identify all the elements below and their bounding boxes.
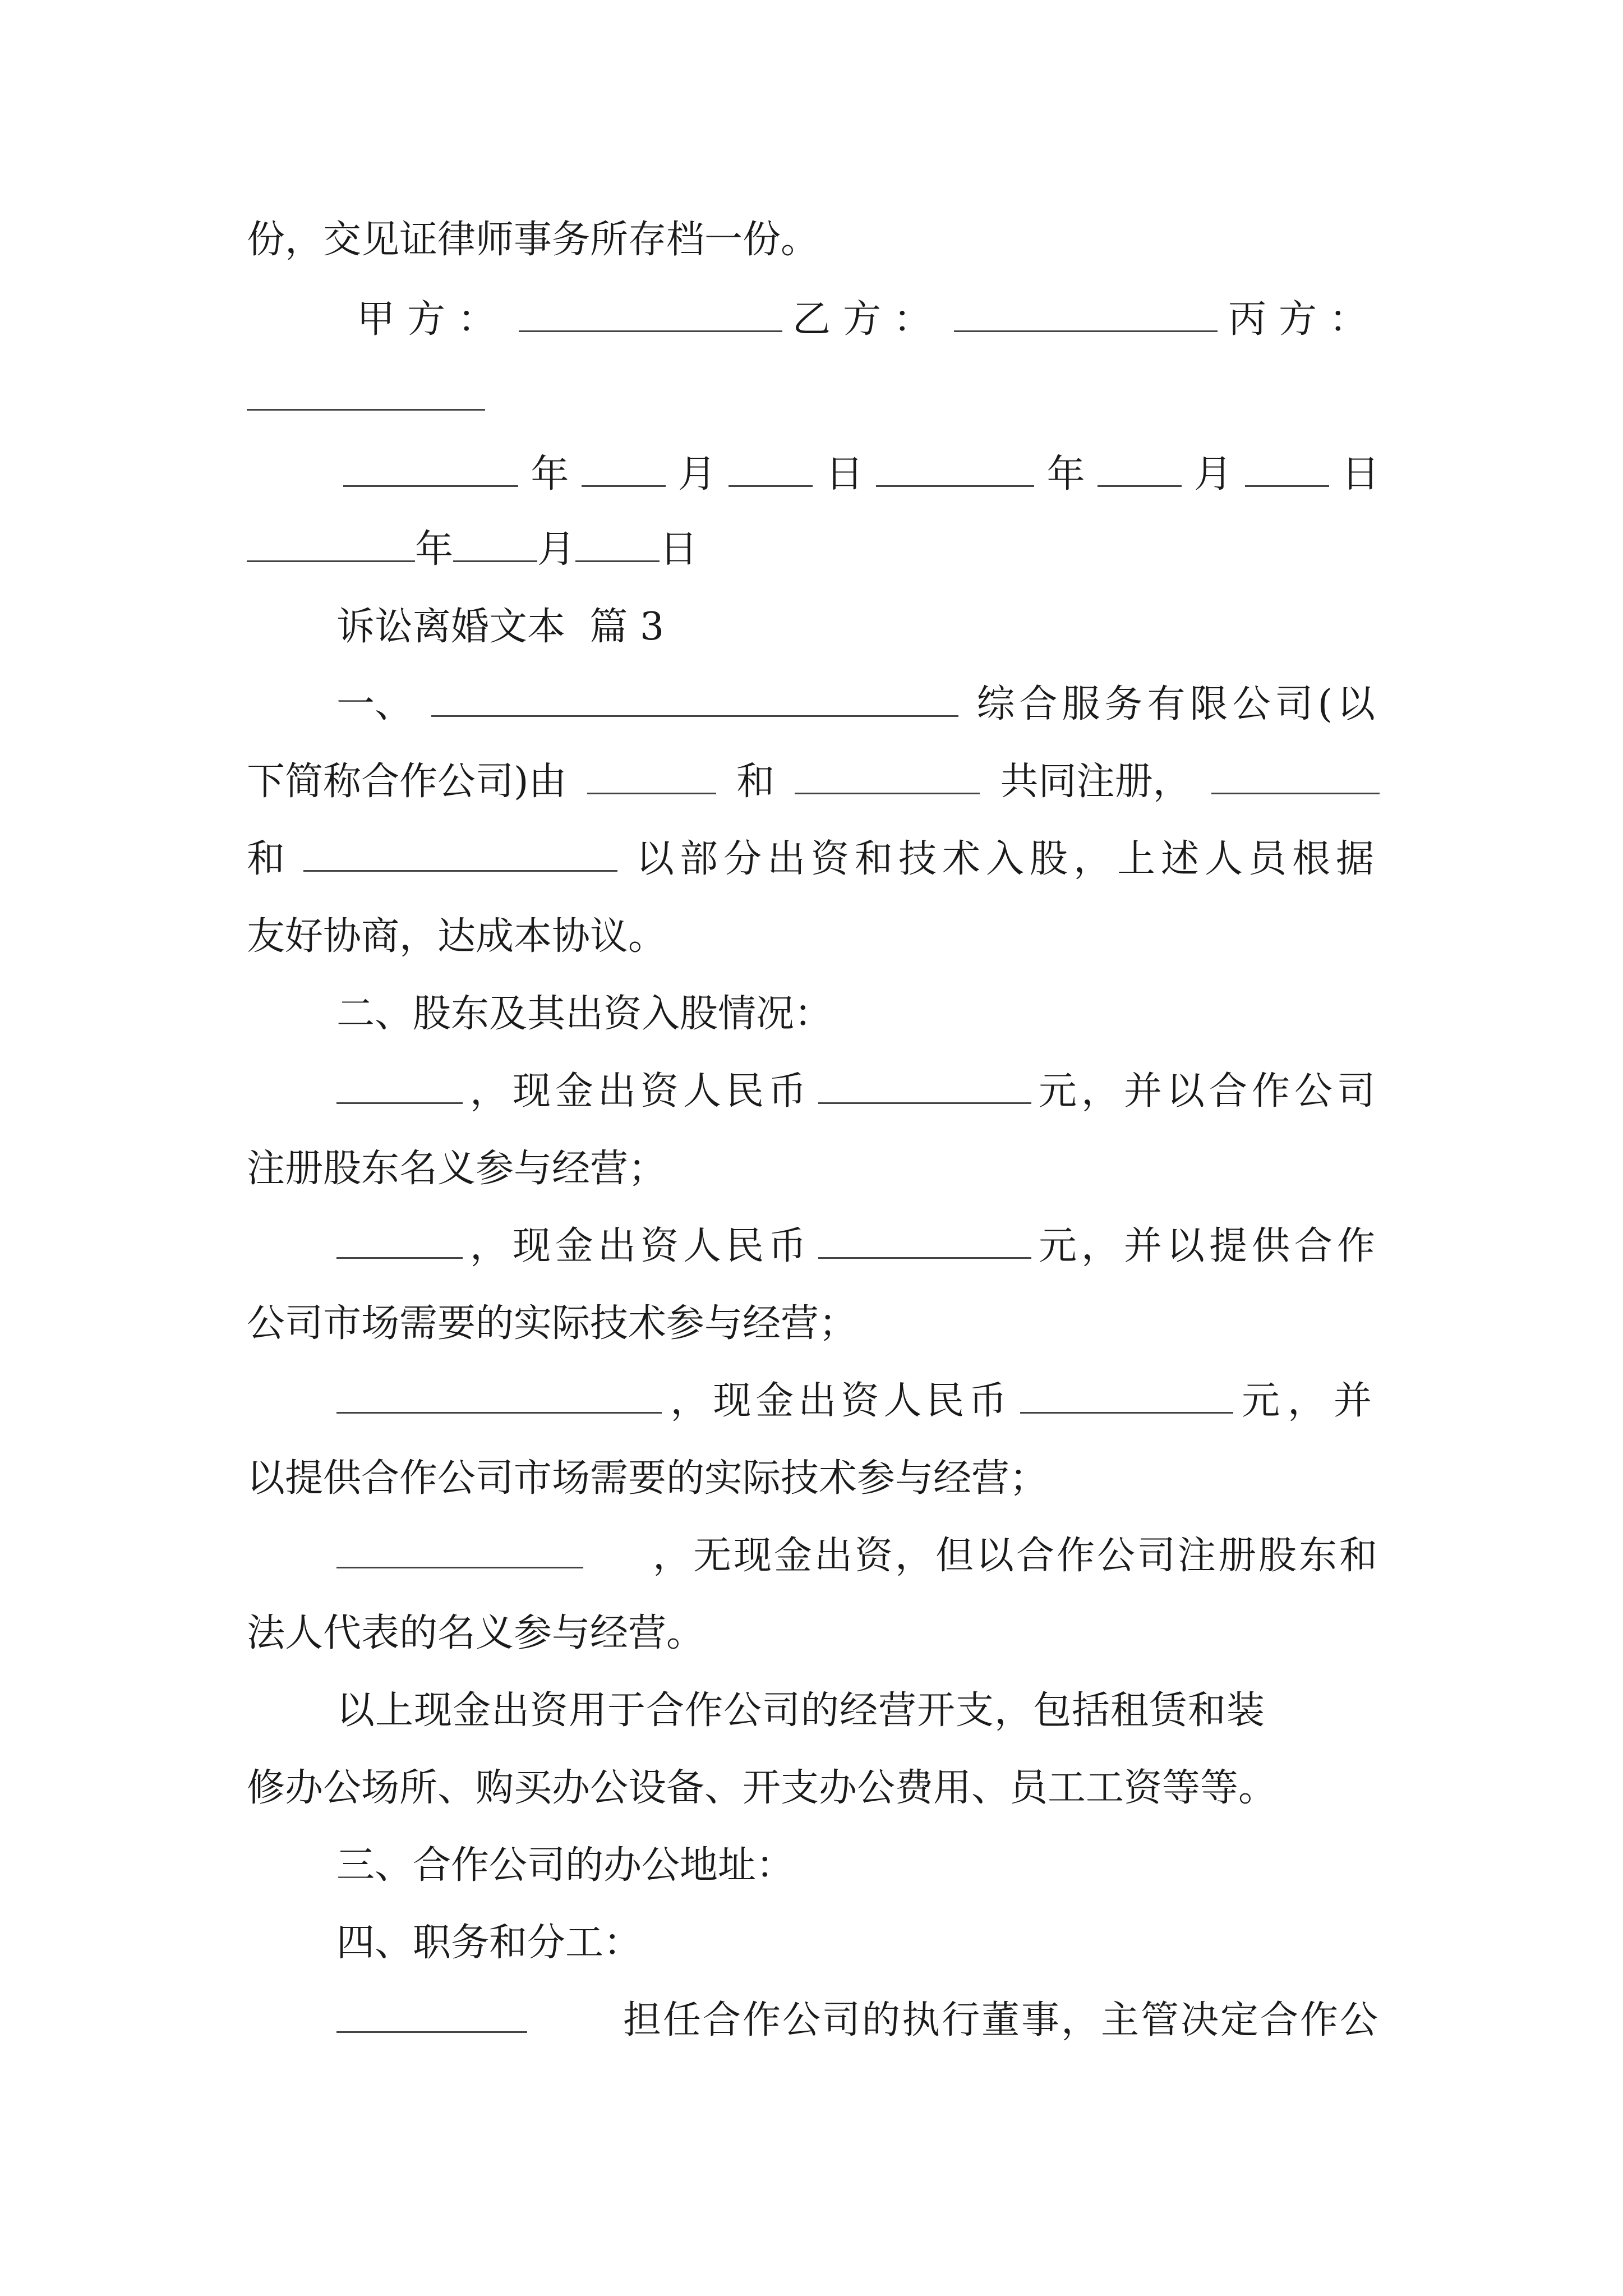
date-line-continued xyxy=(247,516,1380,583)
item-1-line2-a: 下简称合作公司)由 xyxy=(247,760,567,804)
party-b-label: 乙方： xyxy=(792,297,944,342)
date-b-year: 年 xyxy=(1046,452,1085,496)
section-title xyxy=(336,593,1380,661)
shareholder-2-blank xyxy=(336,1220,463,1259)
date-b-month-blank xyxy=(1098,448,1182,487)
party-a-blank xyxy=(519,293,782,332)
date-a-day-blank xyxy=(728,448,813,487)
item-1-line-3 xyxy=(247,826,1380,893)
shareholder-4-line-1 xyxy=(336,1522,1380,1590)
item-3 xyxy=(336,1832,1380,1899)
date-a-month: 月 xyxy=(678,452,717,496)
item-1-line2-c: 共同注册， xyxy=(1000,760,1191,804)
item-2-title-text: 二、股东及其出资入股情况： xyxy=(336,992,833,1036)
item-1-line-1 xyxy=(336,671,1380,738)
item-3-text: 三、合作公司的办公地址： xyxy=(336,1843,795,1888)
date-a-day: 日 xyxy=(825,452,864,496)
shareholder-4-b: 法人代表的名义参与经营。 xyxy=(247,1611,705,1655)
shareholder-1-b: 元，并以合作公司 xyxy=(1038,1069,1380,1114)
shareholder-4-line-2 xyxy=(247,1600,1380,1667)
date-b-day: 日 xyxy=(1341,452,1380,496)
shareholder-2-line-1 xyxy=(336,1213,1380,1280)
item-4-text: 担任合作公司的执行董事，主管决定合作公 xyxy=(623,1998,1380,2042)
shareholder-3-line-1 xyxy=(336,1368,1380,1435)
partner-b-blank xyxy=(303,833,617,872)
party-a-label: 甲方： xyxy=(357,297,509,342)
shareholder-1-c: 注册股东名义参与经营； xyxy=(247,1147,667,1191)
expense-text-1: 以上现金出资用于合作公司的经营开支，包括租赁和装 xyxy=(336,1688,1266,1733)
shareholder-3-b: 元，并 xyxy=(1241,1379,1380,1423)
item-1-line3-a: 和 xyxy=(247,837,285,881)
date-b-month: 月 xyxy=(1194,452,1233,496)
paragraph-line xyxy=(247,206,1380,274)
expense-line-2 xyxy=(247,1755,1380,1822)
date-c-year: 年 xyxy=(415,527,454,572)
shareholder-3-line-2 xyxy=(247,1445,1380,1512)
item-1-prefix: 一、 xyxy=(336,682,413,726)
shareholder-1-a: ，现金出资人民币 xyxy=(469,1069,811,1114)
closing-text: 份，交见证律师事务所存档一份。 xyxy=(247,218,819,262)
item-1-line-4 xyxy=(247,903,1380,970)
item-4-title xyxy=(336,1910,1380,1977)
date-a-month-blank xyxy=(582,448,666,487)
date-c-day-blank xyxy=(575,523,660,562)
date-b-year-blank xyxy=(876,448,1034,487)
shareholder-2-amount-blank xyxy=(818,1220,1031,1259)
shareholder-2-b: 元，并以提供合作 xyxy=(1038,1224,1380,1268)
expense-text-2: 修办公场所、购买办公设备、开支办公费用、员工工资等等。 xyxy=(247,1766,1277,1810)
shareholder-1-blank xyxy=(336,1065,463,1104)
expense-line-1 xyxy=(336,1677,1380,1745)
shareholder-2-line-2 xyxy=(247,1290,1380,1358)
company-name-blank xyxy=(431,678,958,717)
item-1-line3-b: 以部分出资和技术入股，上述人员根据 xyxy=(635,837,1380,881)
item-4-title-text: 四、职务和分工： xyxy=(336,1921,642,1965)
party-c-blank xyxy=(247,372,485,411)
date-b-day-blank xyxy=(1245,448,1329,487)
date-c-year-blank xyxy=(247,523,415,562)
signature-line xyxy=(357,286,1380,353)
item-1-line-2 xyxy=(247,748,1380,816)
signature-line-continued xyxy=(247,365,1380,432)
date-c-month-blank xyxy=(453,523,537,562)
item-1-line2-b: 和 xyxy=(736,760,775,804)
shareholder-1-line-2 xyxy=(247,1135,1380,1203)
section-title-text: 诉讼离婚文本 篇 3 xyxy=(336,605,665,649)
shareholder-3-c: 以提供合作公司市场需要的实际技术参与经营； xyxy=(247,1456,1048,1501)
shareholder-4-blank xyxy=(336,1530,583,1568)
shareholder-1-line-1 xyxy=(336,1058,1380,1125)
party-b-blank xyxy=(954,293,1218,332)
date-line xyxy=(343,441,1380,508)
item-1-line4: 友好协商，达成本协议。 xyxy=(247,914,667,959)
partner-a-blank xyxy=(1211,756,1380,794)
party-c-label: 丙方： xyxy=(1228,297,1380,342)
shareholder-4-a: ，无现金出资，但以合作公司注册股东和 xyxy=(652,1534,1380,1578)
shareholder-3-blank xyxy=(336,1375,662,1414)
date-c-day: 日 xyxy=(660,527,698,572)
shareholder-2-c: 公司市场需要的实际技术参与经营； xyxy=(247,1301,857,1346)
founder-a-blank xyxy=(587,756,716,794)
date-c-month: 月 xyxy=(537,527,576,572)
shareholder-3-amount-blank xyxy=(1020,1375,1233,1414)
item-4-line-1 xyxy=(336,1987,1380,2054)
executive-director-blank xyxy=(336,1994,527,2033)
date-a-year: 年 xyxy=(531,452,569,496)
item-2-title xyxy=(336,981,1380,1048)
item-1-company: 综合服务有限公司(以 xyxy=(976,682,1380,726)
founder-b-blank xyxy=(795,756,980,794)
shareholder-1-amount-blank xyxy=(818,1065,1031,1104)
shareholder-2-a: ，现金出资人民币 xyxy=(469,1224,811,1268)
shareholder-3-a: ，现金出资人民币 xyxy=(670,1379,1012,1423)
date-a-year-blank xyxy=(343,448,518,487)
